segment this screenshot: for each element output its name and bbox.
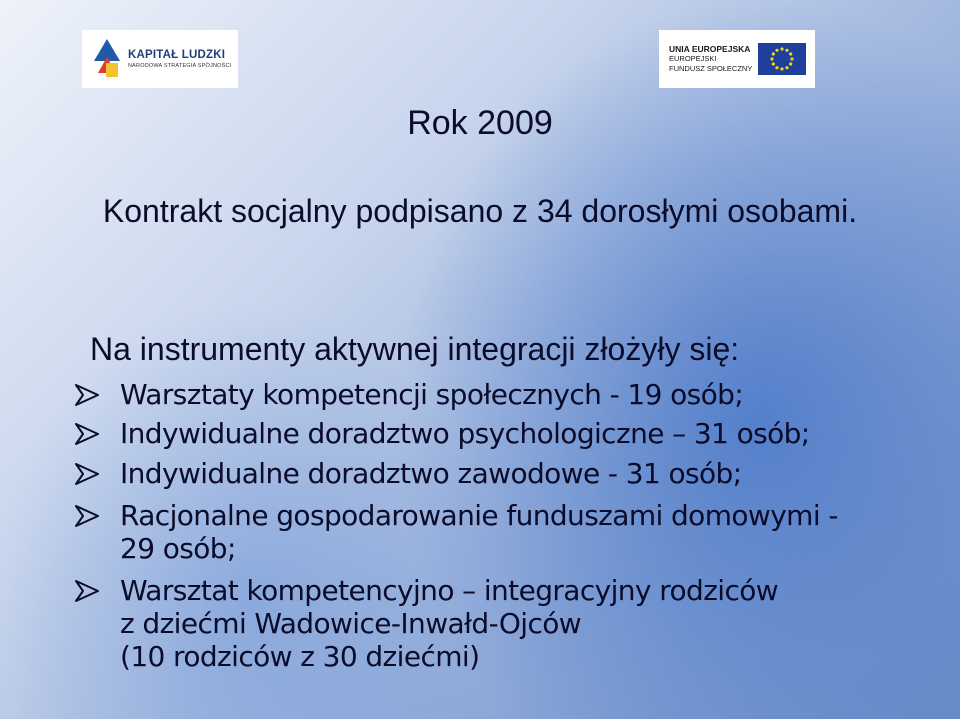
arrow-bullet-icon (74, 462, 100, 486)
eu-logo-line1: UNIA EUROPEJSKA (669, 44, 751, 54)
slide-subtitle: Kontrakt socjalny podpisano z 34 dorosłymi osobami. (102, 193, 858, 229)
arrow-bullet-icon (74, 579, 100, 603)
eu-logo-line3: FUNDUSZ SPOŁECZNY (669, 64, 753, 73)
bullet-item (74, 417, 914, 450)
bullet-item (74, 457, 914, 490)
kapital-ludzki-title: KAPITAŁ LUDZKI (128, 49, 226, 61)
eu-logo-line2: EUROPEJSKI (669, 54, 717, 63)
bullet-item (74, 574, 914, 673)
bullet-line: Racjonalne gospodarowanie funduszami domowymi - (120, 499, 838, 532)
bullet-item (74, 378, 914, 411)
bullet-line: Warsztaty kompetencji społecznych - 19 osób; (120, 378, 744, 411)
bullet-line: 29 osób; (120, 532, 236, 565)
eu-flag-icon (758, 43, 806, 75)
bullet-line: Indywidualne doradztwo psychologiczne – 31 osób; (120, 417, 810, 450)
bullet-line: Warsztat kompetencyjno – integracyjny rodziców (120, 574, 779, 607)
section-heading: Na instrumenty aktywnej integracji złożyły się: (90, 331, 740, 367)
kapital-ludzki-emblem-icon (94, 39, 120, 79)
kapital-ludzki-logo (82, 30, 238, 88)
arrow-bullet-icon (74, 504, 100, 528)
arrow-bullet-icon (74, 422, 100, 446)
bullet-line: z dziećmi Wadowice-Inwałd-Ojców (120, 607, 582, 640)
bullet-item (74, 499, 914, 565)
slide-title: Rok 2009 (407, 104, 553, 142)
arrow-bullet-icon (74, 383, 100, 407)
eu-logo (659, 30, 815, 88)
kapital-ludzki-subtitle: NARODOWA STRATEGIA SPÓJNOŚCI (128, 63, 232, 69)
bullet-list (74, 378, 914, 683)
bullet-line: Indywidualne doradztwo zawodowe - 31 osób; (120, 457, 742, 490)
bullet-line: (10 rodziców z 30 dziećmi) (120, 640, 480, 673)
